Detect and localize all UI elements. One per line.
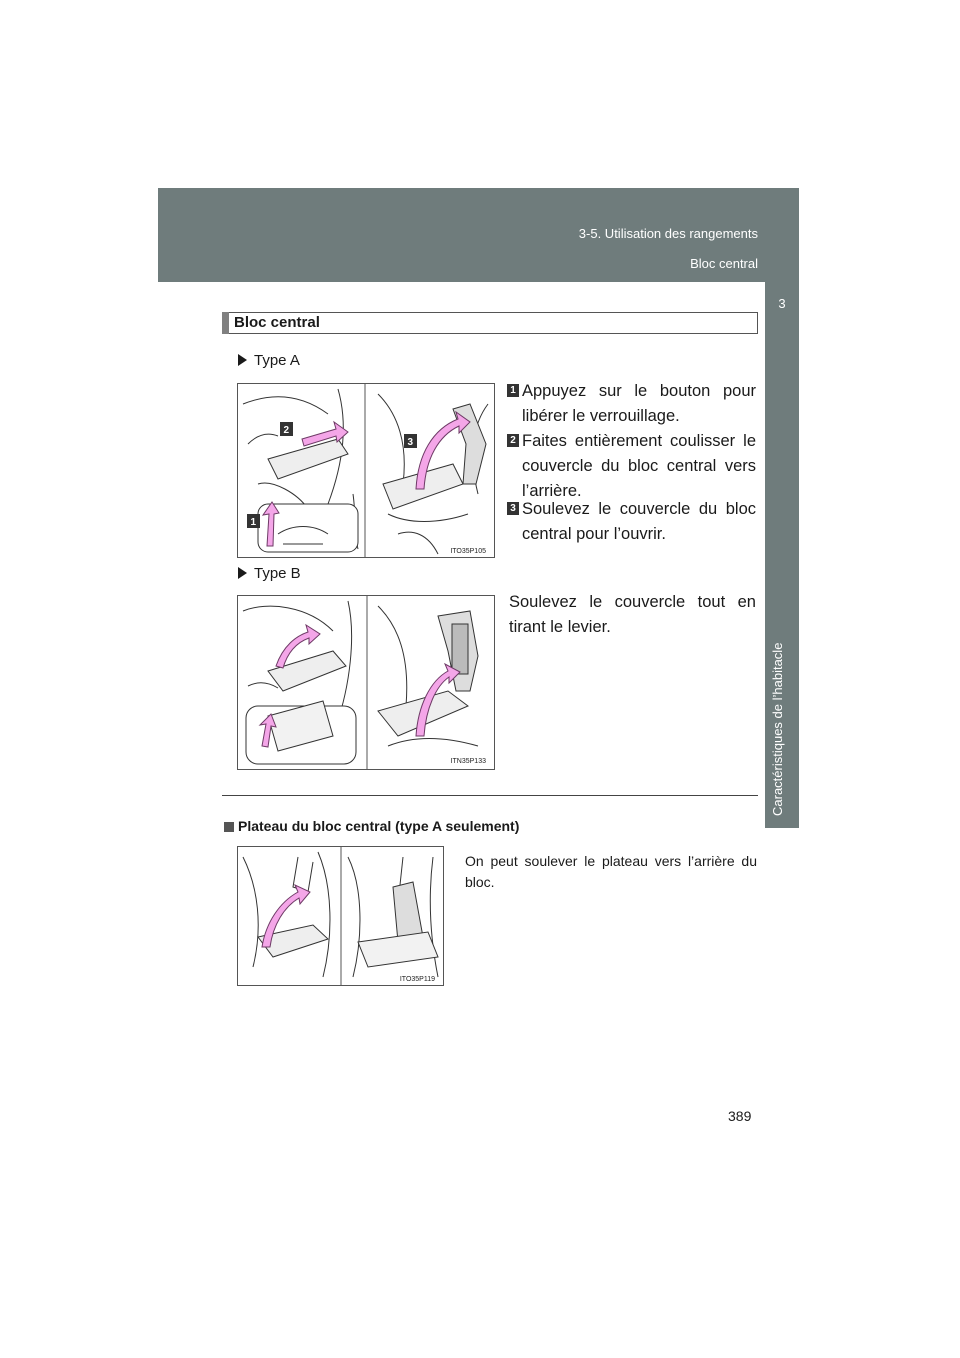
svg-text:1: 1 xyxy=(250,517,257,528)
step-2-text: Faites entièrement coulisser le couvercle du bloc central vers l’arrière. xyxy=(522,432,756,500)
step-2 xyxy=(507,429,756,504)
figure-type-a-code: ITO35P105 xyxy=(450,548,486,555)
triangle-bullet-icon xyxy=(238,567,247,579)
step-3-text: Soulevez le couvercle du bloc central pour l’ouvrir. xyxy=(522,500,756,543)
step-3-badge: 3 xyxy=(507,502,519,515)
type-b-text: Type B xyxy=(254,565,301,582)
svg-text:2: 2 xyxy=(283,425,290,436)
section-box-bar xyxy=(222,312,229,334)
figure-type-a-illustration xyxy=(238,384,495,558)
step-3 xyxy=(507,497,756,547)
step-1-text: Appuyez sur le bouton pour libérer le verrouillage. xyxy=(522,382,756,425)
svg-text:3: 3 xyxy=(407,437,414,448)
figure-type-a xyxy=(237,383,495,558)
tray-heading xyxy=(224,818,519,834)
type-a-text: Type A xyxy=(254,352,300,369)
section-divider xyxy=(222,795,758,796)
square-bullet-icon xyxy=(224,822,234,832)
section-box-title: Bloc central xyxy=(234,314,320,331)
step-1-badge: 1 xyxy=(507,384,519,397)
figure-tray-code: ITO35P119 xyxy=(399,976,435,983)
type-a-label xyxy=(238,352,300,369)
topic-title: Bloc central xyxy=(690,256,758,271)
section-title: 3-5. Utilisation des rangements xyxy=(578,226,758,241)
tray-description: On peut soulever le plateau vers l’arrière du bloc. xyxy=(465,853,757,890)
figure-type-b-code: ITN35P133 xyxy=(450,758,486,765)
figure-tray-illustration xyxy=(238,847,444,986)
type-b-label xyxy=(238,565,301,582)
triangle-bullet-icon xyxy=(238,354,247,366)
page-number: 389 xyxy=(728,1108,752,1124)
step-1 xyxy=(507,379,756,429)
step-2-badge: 2 xyxy=(507,434,519,447)
chapter-title: Caractéristiques de l’habitacle xyxy=(770,642,785,816)
type-b-description: Soulevez le couvercle tout en tirant le levier. xyxy=(509,593,756,636)
figure-type-b xyxy=(237,595,495,770)
figure-tray xyxy=(237,846,444,986)
tray-heading-text: Plateau du bloc central (type A seulement) xyxy=(238,818,520,834)
chapter-number: 3 xyxy=(778,296,786,311)
figure-type-b-illustration xyxy=(238,596,495,770)
